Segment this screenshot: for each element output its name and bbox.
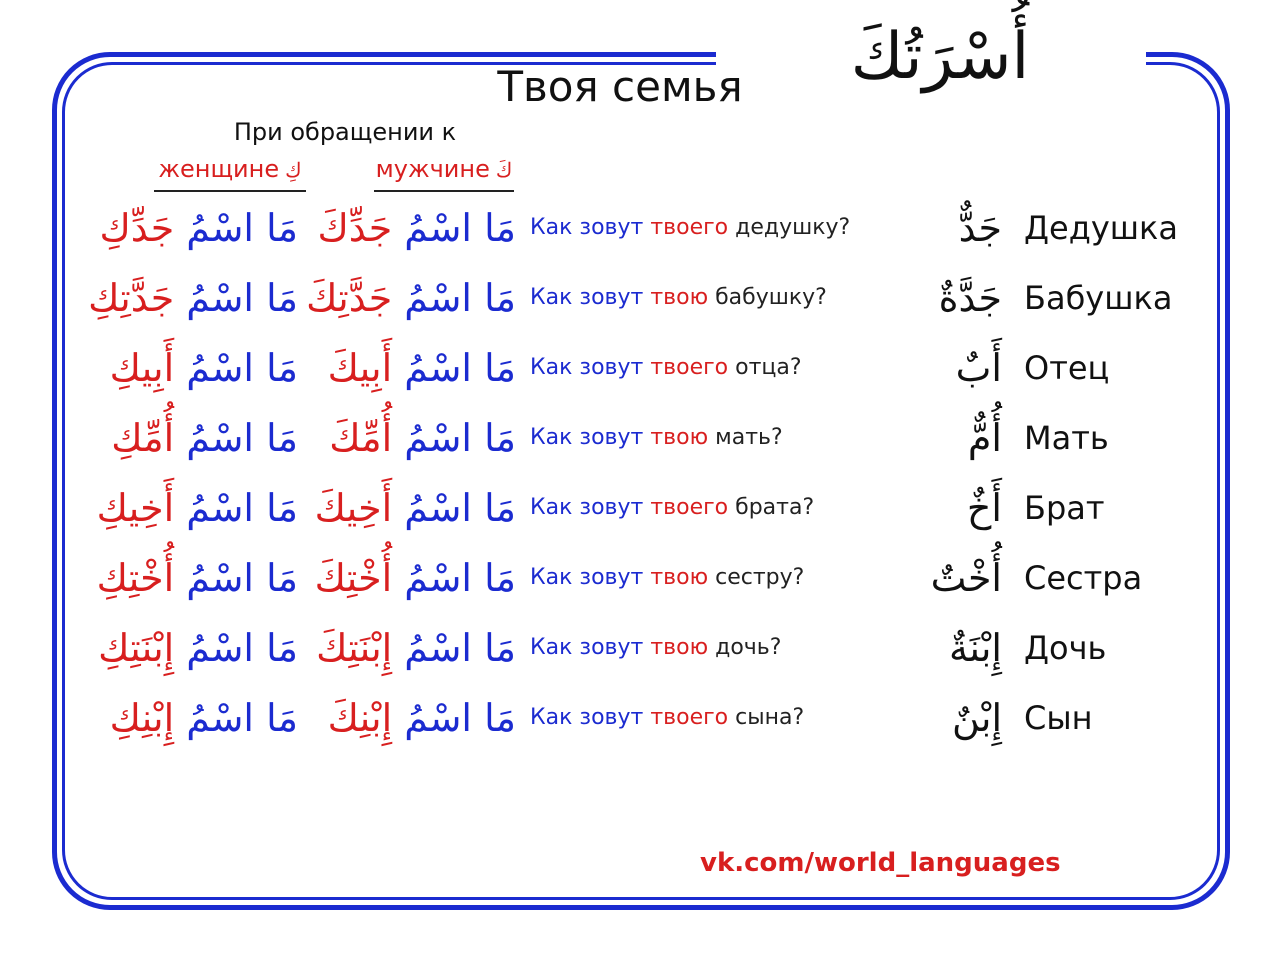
word-russian: Отец	[1024, 349, 1110, 387]
word-arabic: جَدٌّ	[958, 206, 1002, 250]
question-rest: отца?	[735, 355, 802, 380]
question-possessive: твоего	[650, 215, 729, 240]
arabic-prefix: مَا اسْمُ	[404, 696, 516, 740]
arabic-prefix: مَا اسْمُ	[186, 486, 298, 530]
word-arabic: إِبْنَةٌ	[949, 626, 1002, 670]
arabic-prefix: مَا اسْمُ	[186, 556, 298, 600]
arabic-prefix: مَا اسْمُ	[186, 206, 298, 250]
table-row	[0, 406, 1280, 476]
question-russian	[530, 266, 890, 336]
question-possessive: твою	[650, 285, 709, 310]
word-russian: Сестра	[1024, 559, 1143, 597]
question-possessive: твою	[650, 635, 709, 660]
word-russian: Брат	[1024, 489, 1105, 527]
word-arabic: أُخْتٌ	[930, 556, 1002, 600]
column-label-female-text: женщине	[158, 155, 280, 183]
question-russian	[530, 616, 890, 686]
word-russian: Бабушка	[1024, 279, 1173, 317]
arabic-prefix: مَا اسْمُ	[404, 276, 516, 320]
question-russian	[530, 686, 890, 756]
word-russian: Дочь	[1024, 629, 1107, 667]
question-possessive: твоего	[650, 355, 729, 380]
table-row	[0, 196, 1280, 266]
question-russian	[530, 196, 890, 266]
question-rest: дедушку?	[735, 215, 851, 240]
word-russian: Дедушка	[1024, 209, 1178, 247]
question-prefix: Как зовут	[530, 215, 644, 240]
arabic-word: أَخِيكَ	[314, 486, 393, 530]
arabic-prefix: مَا اسْمُ	[186, 696, 298, 740]
word-arabic: أُمٌّ	[967, 416, 1002, 460]
arabic-prefix: مَا اسْمُ	[186, 626, 298, 670]
column-label-male-text: мужчине	[375, 155, 490, 183]
question-rest: сестру?	[715, 565, 805, 590]
arabic-prefix: مَا اسْمُ	[186, 276, 298, 320]
question-possessive: твоего	[650, 705, 729, 730]
question-arabic-male	[300, 686, 516, 756]
question-arabic-female	[80, 546, 298, 616]
question-arabic-male	[300, 336, 516, 406]
question-russian	[530, 406, 890, 476]
question-arabic-male	[300, 196, 516, 266]
column-label-female-suffix: كِ	[285, 158, 302, 182]
column-label-female	[154, 152, 306, 192]
subheading: При обращении к	[233, 118, 457, 146]
table-row	[0, 546, 1280, 616]
question-prefix: Как зовут	[530, 635, 644, 660]
arabic-prefix: مَا اسْمُ	[404, 416, 516, 460]
question-rest: мать?	[715, 425, 783, 450]
arabic-prefix: مَا اسْمُ	[404, 486, 516, 530]
question-russian	[530, 476, 890, 546]
question-prefix: Как зовут	[530, 495, 644, 520]
question-rest: дочь?	[715, 635, 782, 660]
arabic-word: أُخْتِكِ	[96, 556, 175, 600]
question-rest: бабушку?	[715, 285, 827, 310]
question-rest: сына?	[735, 705, 805, 730]
arabic-word: جَدَّتِكِ	[88, 276, 175, 320]
question-arabic-male	[300, 546, 516, 616]
arabic-word: إِبْنَتِكَ	[316, 626, 393, 670]
question-prefix: Как зовут	[530, 285, 644, 310]
question-prefix: Как зовут	[530, 355, 644, 380]
arabic-word: جَدِّكَ	[317, 206, 393, 250]
question-arabic-male	[300, 266, 516, 336]
column-label-male	[374, 152, 514, 192]
question-russian	[530, 336, 890, 406]
arabic-prefix: مَا اسْمُ	[404, 206, 516, 250]
arabic-word: إِبْنَتِكِ	[98, 626, 175, 670]
question-arabic-female	[80, 406, 298, 476]
arabic-word: أَخِيكِ	[96, 486, 175, 530]
arabic-prefix: مَا اسْمُ	[404, 626, 516, 670]
question-arabic-male	[300, 616, 516, 686]
arabic-prefix: مَا اسْمُ	[186, 346, 298, 390]
arabic-word: جَدَّتِكَ	[306, 276, 393, 320]
question-arabic-female	[80, 266, 298, 336]
arabic-word: أُمِّكِ	[111, 416, 175, 460]
question-possessive: твою	[650, 565, 709, 590]
question-arabic-female	[80, 476, 298, 546]
arabic-word: إِبْنِكَ	[327, 696, 393, 740]
table-row	[0, 336, 1280, 406]
arabic-word: أَبِيكِ	[109, 346, 175, 390]
question-arabic-male	[300, 406, 516, 476]
page-title: Твоя семья	[497, 62, 743, 111]
question-prefix: Как зовут	[530, 425, 644, 450]
column-label-male-suffix: كَ	[495, 158, 513, 182]
word-russian: Сын	[1024, 699, 1093, 737]
table-row	[0, 476, 1280, 546]
question-possessive: твоего	[650, 495, 729, 520]
question-rest: брата?	[735, 495, 815, 520]
footer-link[interactable]: vk.com/world_languages	[700, 848, 1061, 878]
table-row	[0, 266, 1280, 336]
arabic-prefix: مَا اسْمُ	[404, 346, 516, 390]
question-prefix: Как зовут	[530, 565, 644, 590]
word-arabic: جَدَّةٌ	[938, 276, 1002, 320]
question-prefix: Как зовут	[530, 705, 644, 730]
word-arabic: أَخٌ	[966, 486, 1002, 530]
table-row	[0, 686, 1280, 756]
question-russian	[530, 546, 890, 616]
question-arabic-female	[80, 196, 298, 266]
word-arabic: إِبْنٌ	[951, 696, 1002, 740]
word-arabic: أَبٌ	[955, 346, 1002, 390]
arabic-word: أُمِّكَ	[329, 416, 393, 460]
question-arabic-female	[80, 616, 298, 686]
question-arabic-male	[300, 476, 516, 546]
arabic-word: أُخْتِكَ	[314, 556, 393, 600]
question-arabic-female	[80, 686, 298, 756]
arabic-word: أَبِيكَ	[327, 346, 393, 390]
table-row	[0, 616, 1280, 686]
question-possessive: твою	[650, 425, 709, 450]
arabic-word: جَدِّكِ	[99, 206, 175, 250]
page-title-arabic: أُسْرَتُكَ	[850, 20, 1030, 94]
word-russian: Мать	[1024, 419, 1109, 457]
question-arabic-female	[80, 336, 298, 406]
arabic-word: إِبْنِكِ	[109, 696, 175, 740]
arabic-prefix: مَا اسْمُ	[404, 556, 516, 600]
arabic-prefix: مَا اسْمُ	[186, 416, 298, 460]
